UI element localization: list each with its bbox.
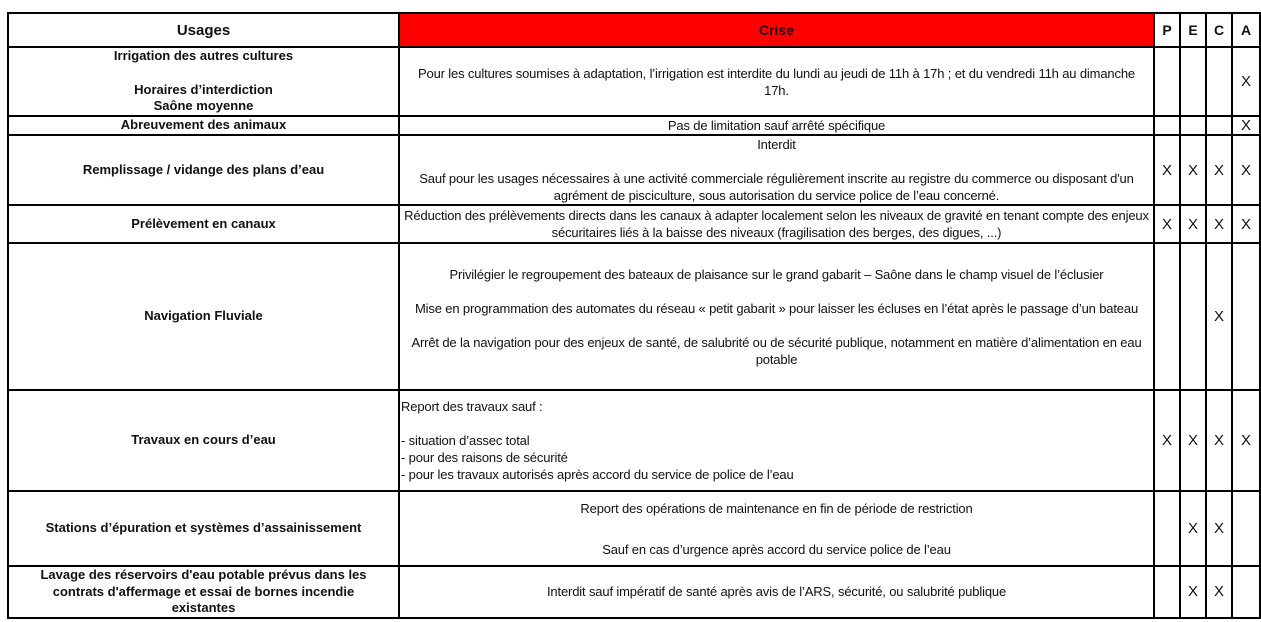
- crise-text: Pour les cultures soumises à adaptation, l’irrigation est interdite du lundi au jeudi de 11h à 17h ; et du vendredi 11h au dimanche 17h.: [417, 65, 1135, 98]
- header-p: P: [1154, 13, 1180, 47]
- crise-text: Privilégier le regroupement des bateaux de plaisance sur le grand gabarit – Saône dans le champ visuel de l’éclusier: [449, 266, 1104, 282]
- table-row-stations: [8, 491, 1260, 566]
- table-row-prelevement: [8, 205, 1260, 243]
- usage-cell: Lavage des réservoirs d'eau potable prévus dans les contrats d'affermage et essai de bornes incendie existantes: [8, 566, 399, 618]
- usage-line: Irrigation des autres cultures: [113, 48, 294, 64]
- mark-a: X: [1232, 116, 1260, 135]
- crise-list-item: - pour des raisons de sécurité: [401, 450, 568, 465]
- mark-p: [1154, 116, 1180, 135]
- table-row-lavage: [8, 566, 1260, 618]
- mark-a: X: [1232, 47, 1260, 116]
- mark-e: X: [1180, 205, 1206, 243]
- mark-c: [1206, 47, 1232, 116]
- crise-text: Report des opérations de maintenance en fin de période de restriction: [580, 500, 973, 516]
- table-row-navigation: [8, 243, 1260, 390]
- mark-a: X: [1232, 390, 1260, 491]
- crise-list-item: - pour les travaux autorisés après accord du service de police de l’eau: [401, 467, 794, 482]
- crise-cell: [399, 390, 1154, 491]
- mark-c: X: [1206, 243, 1232, 390]
- usage-cell: Prélèvement en canaux: [8, 205, 399, 243]
- usage-cell: Navigation Fluviale: [8, 243, 399, 390]
- header-crise: Crise: [399, 13, 1154, 47]
- mark-c: X: [1206, 566, 1232, 618]
- crise-cell: Interdit sauf impératif de santé après avis de l’ARS, sécurité, ou salubrité publique: [399, 566, 1154, 618]
- mark-e: X: [1180, 135, 1206, 205]
- mark-c: X: [1206, 390, 1232, 491]
- crise-list-item: - situation d’assec total: [401, 433, 530, 448]
- usage-cell: Abreuvement des animaux: [8, 116, 399, 135]
- mark-c: X: [1206, 491, 1232, 566]
- mark-a: X: [1232, 205, 1260, 243]
- mark-p: [1154, 566, 1180, 618]
- mark-a: [1232, 491, 1260, 566]
- usage-cell: Remplissage / vidange des plans d’eau: [8, 135, 399, 205]
- mark-e: X: [1180, 491, 1206, 566]
- mark-e: [1180, 116, 1206, 135]
- crise-text: Sauf en cas d’urgence après accord du service police de l’eau: [602, 541, 951, 557]
- mark-p: [1154, 47, 1180, 116]
- usage-cell: [8, 47, 399, 116]
- usage-cell: Travaux en cours d’eau: [8, 390, 399, 491]
- mark-a: [1232, 566, 1260, 618]
- mark-e: X: [1180, 390, 1206, 491]
- header-e: E: [1180, 13, 1206, 47]
- mark-p: X: [1154, 135, 1180, 205]
- mark-a: [1232, 243, 1260, 390]
- mark-c: [1206, 116, 1232, 135]
- crise-cell: Réduction des prélèvements directs dans les canaux à adapter localement selon les niveaux de gravité en tenant compte des enjeux sécuritaires liés à la baisse des niveaux (fragilisation des berges, des digues, ...): [399, 205, 1154, 243]
- crise-cell: [399, 47, 1154, 116]
- table-row-irrigation: [8, 47, 1260, 116]
- mark-e: [1180, 243, 1206, 390]
- mark-e: X: [1180, 566, 1206, 618]
- mark-a: X: [1232, 135, 1260, 205]
- crise-cell: [399, 135, 1154, 205]
- header-c: C: [1206, 13, 1232, 47]
- usage-line: Saône moyenne: [153, 98, 254, 114]
- crise-text: Report des travaux sauf :: [401, 399, 543, 414]
- header-usages: Usages: [8, 13, 399, 47]
- table-row-remplissage: [8, 135, 1260, 205]
- mark-p: [1154, 491, 1180, 566]
- mark-p: [1154, 243, 1180, 390]
- table-row-abreuvement: [8, 116, 1260, 135]
- mark-p: X: [1154, 205, 1180, 243]
- mark-p: X: [1154, 390, 1180, 491]
- header-row: [8, 13, 1260, 47]
- crise-text: Mise en programmation des automates du réseau « petit gabarit » pour laisser les écluses en l’état après le passage d’un bateau: [414, 300, 1139, 316]
- header-a: A: [1232, 13, 1260, 47]
- crise-text: Sauf pour les usages nécessaires à une activité commerciale régulièrement inscrite au registre du commerce ou disposant d'un agrément de pisciculture, sous autorisation du service police de l’eau concerné.: [419, 171, 1134, 203]
- crise-cell: [399, 491, 1154, 566]
- crise-cell: [399, 243, 1154, 390]
- crise-cell: Pas de limitation sauf arrêté spécifique: [399, 116, 1154, 135]
- restrictions-table: [7, 12, 1261, 619]
- table-row-travaux: [8, 390, 1260, 491]
- crise-text: Arrêt de la navigation pour des enjeux de santé, de salubrité ou de sécurité publique, notamment en matière d’alimentation en eau potable: [411, 334, 1142, 367]
- mark-e: [1180, 47, 1206, 116]
- usage-line: Horaires d’interdiction: [134, 81, 273, 97]
- mark-c: X: [1206, 135, 1232, 205]
- usage-cell: Stations d’épuration et systèmes d’assainissement: [8, 491, 399, 566]
- mark-c: X: [1206, 205, 1232, 243]
- crise-text: Interdit: [757, 137, 796, 152]
